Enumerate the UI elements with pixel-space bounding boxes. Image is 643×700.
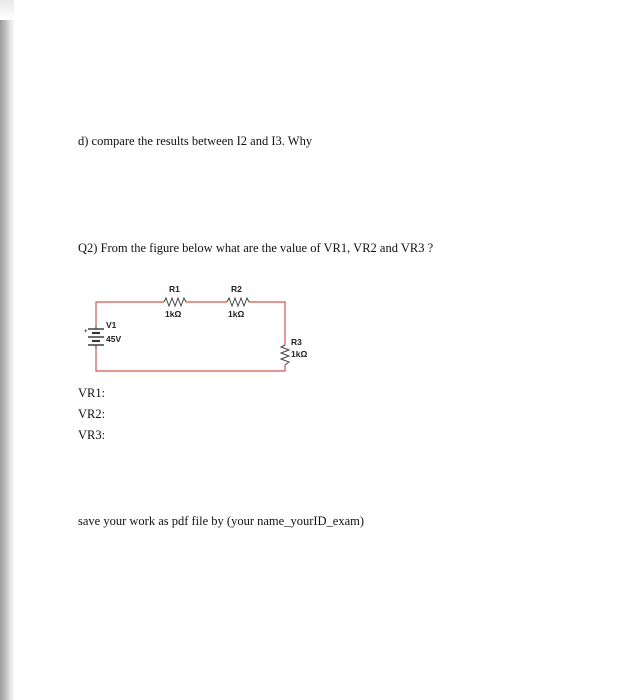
r2-label: R2 <box>231 284 242 294</box>
r3-label: R3 <box>291 337 302 347</box>
answer-vr1: VR1: <box>78 386 106 400</box>
r3-resistor <box>281 345 289 365</box>
r3-value: 1kΩ <box>291 349 308 359</box>
question-q2: Q2) From the figure below what are the value of VR1, VR2 and VR3 ? <box>78 241 434 255</box>
circuit-wires <box>96 302 285 371</box>
r2-value: 1kΩ <box>228 309 245 319</box>
answer-vr2: VR2: <box>78 407 106 421</box>
question-d: d) compare the results between I2 and I3. Why <box>78 134 313 148</box>
v1-label: V1 <box>106 320 117 330</box>
answer-vr3: VR3: <box>78 428 106 442</box>
footer-note: save your work as pdf file by (your name_yourID_exam) <box>78 514 365 528</box>
battery-v1 <box>88 326 104 349</box>
r1-value: 1kΩ <box>165 309 182 319</box>
battery-plus-sign: + <box>84 329 88 335</box>
v1-value: 45V <box>106 334 122 344</box>
r1-resistor <box>164 298 186 306</box>
r2-resistor <box>227 298 249 306</box>
r1-label: R1 <box>169 284 180 294</box>
